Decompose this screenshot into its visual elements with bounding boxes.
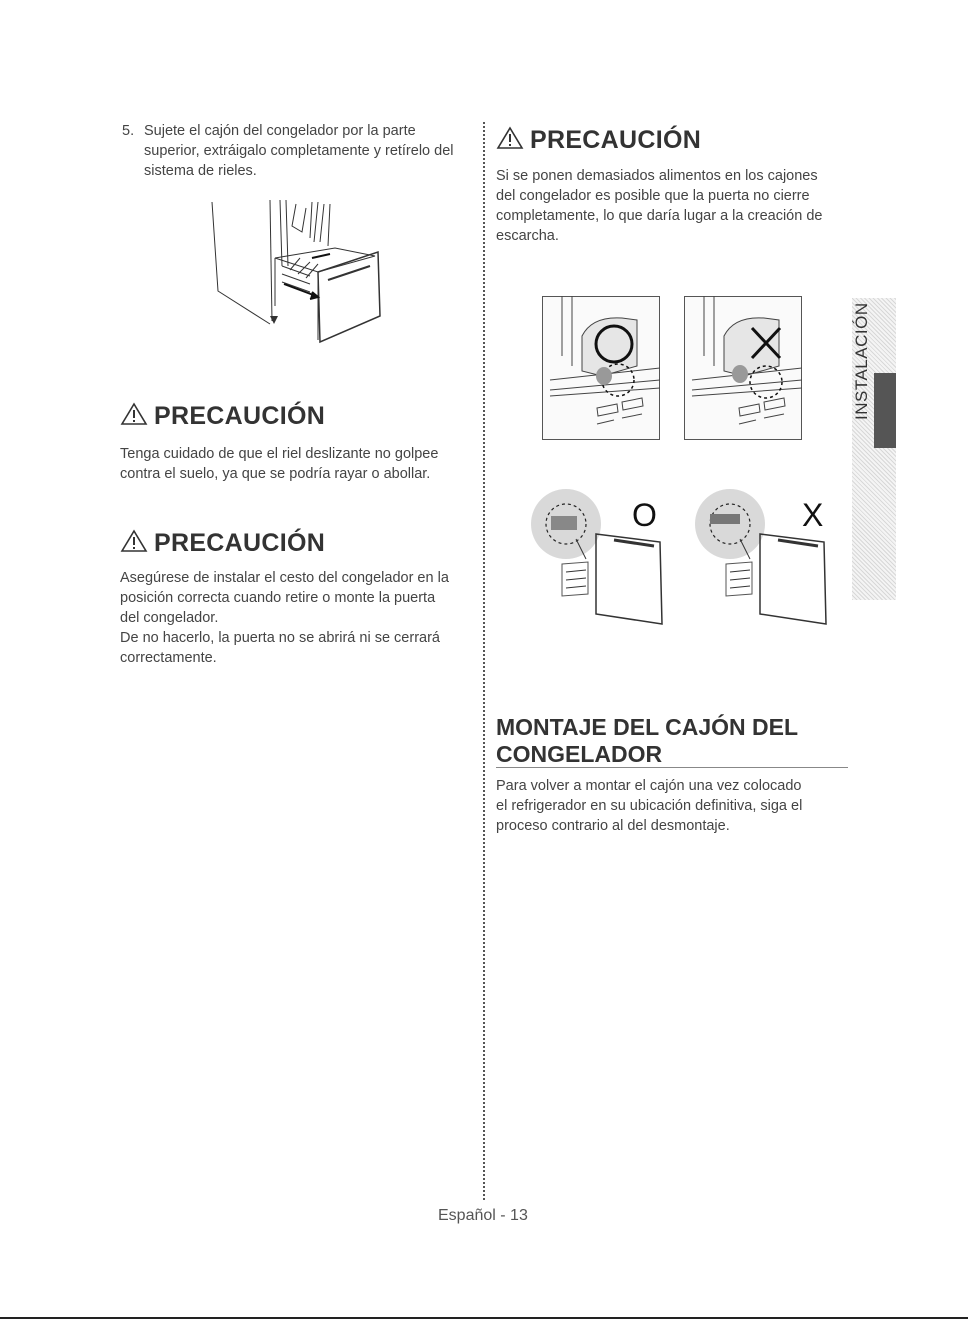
text-line: Para volver a montar el cajón una vez colocado [496, 778, 802, 794]
caution-title: PRECAUCIÓN [154, 529, 326, 557]
caution-heading [120, 402, 325, 431]
correct-mark: O [632, 497, 657, 533]
step-line: superior, extráigalo completamente y retírelo del [144, 143, 454, 159]
warning-icon [120, 402, 148, 426]
section-title-line: MONTAJE DEL CAJÓN DEL [496, 714, 799, 740]
page-footer: Español - 13 [438, 1207, 528, 1224]
section-text [496, 776, 856, 836]
text-line: contra el suelo, ya que se podría rayar o abollar. [120, 466, 431, 482]
side-tab-label: INSTALACIÓN [852, 302, 871, 420]
text-line: De no hacerlo, la puerta no se abrirá ni se cerrará [120, 630, 440, 646]
text-line: el refrigerador en su ubicación definitiva, siga el [496, 798, 803, 814]
step-line: sistema de rieles. [144, 163, 257, 179]
text-line: correctamente. [120, 650, 217, 666]
caution-text [120, 568, 480, 668]
warning-icon [496, 126, 524, 150]
caution-heading [120, 529, 325, 558]
door-correct-figure [526, 484, 686, 630]
text-line: escarcha. [496, 228, 559, 244]
text-line: Tenga cuidado de que el riel deslizante no golpee [120, 446, 439, 462]
text-line: Si se ponen demasiados alimentos en los cajones [496, 168, 818, 184]
caution-title: PRECAUCIÓN [154, 402, 326, 430]
step-number: 5. [122, 123, 135, 139]
wrong-mark: X [802, 497, 824, 533]
caution-heading [496, 126, 701, 155]
caution-title: PRECAUCIÓN [530, 126, 702, 154]
text-line: completamente, lo que daría lugar a la creación de [496, 208, 823, 224]
section-rule [496, 767, 848, 768]
side-tab-marker [874, 373, 896, 448]
step-line: Sujete el cajón del congelador por la parte [144, 123, 416, 139]
text-line: posición correcta cuando retire o monte la puerta [120, 590, 436, 606]
text-line: del congelador. [120, 610, 219, 626]
step-5 [122, 121, 472, 181]
bottom-edge [0, 1317, 968, 1319]
caution-text [120, 444, 480, 484]
door-wrong-figure [690, 484, 850, 630]
column-divider [483, 122, 485, 1200]
text-line: del congelador es posible que la puerta no cierre [496, 188, 810, 204]
section-title [496, 714, 856, 768]
text-line: Asegúrese de instalar el cesto del congelador en la [120, 570, 449, 586]
basket-correct-figure [542, 296, 660, 440]
warning-icon [120, 529, 148, 553]
basket-wrong-figure [684, 296, 802, 440]
freezer-drawer-illustration [200, 196, 390, 346]
text-line: proceso contrario al del desmontaje. [496, 818, 730, 834]
section-title-line: CONGELADOR [496, 741, 663, 767]
caution-text [496, 166, 856, 246]
